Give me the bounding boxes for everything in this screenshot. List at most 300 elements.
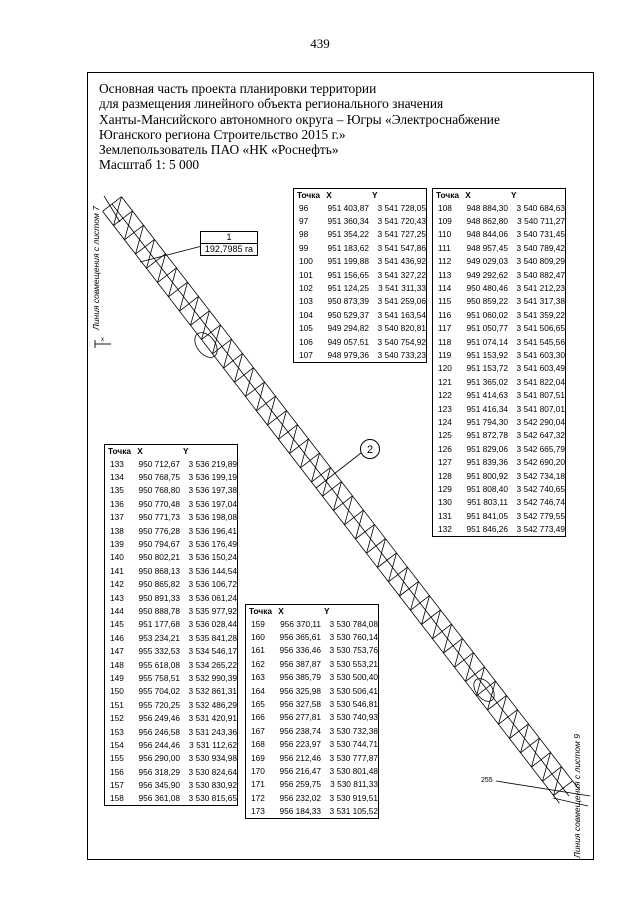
parcel-area: 192,7985 га	[204, 244, 254, 254]
y-coordinate-cell: 3 530 744,71	[329, 739, 378, 750]
table-row	[105, 778, 238, 791]
table-row	[433, 268, 566, 281]
table-row	[246, 657, 379, 670]
x-coordinate-cell: 950 768,75	[138, 472, 181, 483]
column-header: X	[137, 446, 143, 456]
x-coordinate-cell: 949 292,62	[466, 269, 509, 280]
column-header: Y	[511, 190, 517, 200]
point-number-cell: 126	[438, 443, 452, 454]
table-row	[433, 415, 566, 428]
coordinates-table	[293, 188, 427, 363]
table-row	[433, 228, 566, 241]
table-row	[433, 482, 566, 495]
right-combine-line-label: Линия совмещения с листом 9	[572, 734, 582, 858]
y-coordinate-cell: 3 536 061,24	[188, 592, 237, 603]
x-coordinate-cell: 950 859,22	[466, 296, 509, 307]
y-coordinate-cell: 3 530 919,51	[329, 792, 378, 803]
table-row	[246, 778, 379, 791]
table-row	[433, 522, 566, 536]
point-number-cell: 146	[110, 632, 124, 643]
point-number-cell: 151	[110, 699, 124, 710]
point-number-cell: 118	[438, 336, 452, 347]
point-number-cell: 142	[110, 579, 124, 590]
x-coordinate-cell: 956 184,33	[279, 806, 322, 817]
point-number-cell: 165	[251, 699, 265, 710]
x-coordinate-cell: 951 074,14	[466, 336, 509, 347]
table-row	[105, 537, 238, 550]
x-coordinate-cell: 951 354,22	[327, 229, 370, 240]
y-coordinate-cell: 3 541 822,04	[516, 376, 565, 387]
y-coordinate-cell: 3 530 830,92	[188, 780, 237, 791]
x-coordinate-cell: 950 888,78	[138, 605, 181, 616]
table-row	[433, 469, 566, 482]
point-number-cell: 156	[110, 766, 124, 777]
point-number-cell: 154	[110, 739, 124, 750]
point-number-cell: 125	[438, 430, 452, 441]
x-coordinate-cell: 955 618,08	[138, 659, 181, 670]
point-number-cell: 158	[110, 793, 124, 804]
point-number-cell: 100	[299, 256, 313, 267]
column-header: X	[326, 190, 332, 200]
table-row	[294, 335, 427, 348]
column-header: Точка	[297, 190, 320, 200]
table-row	[246, 671, 379, 684]
title-line: Юганского региона Строительство 2015 г.»	[99, 126, 346, 142]
point-number-cell: 163	[251, 672, 265, 683]
y-coordinate-cell: 3 542 779,55	[516, 510, 565, 521]
y-coordinate-cell: 3 536 197,38	[188, 485, 237, 496]
y-coordinate-cell: 3 531 420,91	[188, 713, 237, 724]
point-number-cell: 102	[299, 283, 313, 294]
table-row	[105, 671, 238, 684]
table-row	[105, 591, 238, 604]
point-number-cell: 111	[438, 242, 451, 253]
y-coordinate-cell: 3 530 811,33	[330, 779, 378, 790]
x-coordinate-cell: 951 050,77	[466, 323, 509, 334]
y-coordinate-cell: 3 541 807,01	[516, 403, 565, 414]
x-coordinate-cell: 956 387,87	[279, 658, 322, 669]
y-coordinate-cell: 3 534 265,22	[188, 659, 237, 670]
point-number-cell: 145	[110, 619, 124, 630]
coordinates-table	[432, 188, 566, 537]
x-coordinate-cell: 951 872,78	[466, 430, 509, 441]
point-number-cell: 106	[299, 336, 313, 347]
point-number-cell: 164	[251, 685, 265, 696]
table-row	[294, 228, 427, 241]
y-coordinate-cell: 3 540 820,81	[377, 323, 426, 334]
y-coordinate-cell: 3 540 731,45	[516, 229, 565, 240]
y-coordinate-cell: 3 536 106,72	[188, 579, 237, 590]
point-number-cell: 171	[251, 779, 265, 790]
table-row	[105, 711, 238, 724]
x-coordinate-cell: 949 294,82	[327, 323, 370, 334]
table-row	[294, 281, 427, 294]
y-coordinate-cell: 3 532 861,31	[188, 686, 237, 697]
y-coordinate-cell: 3 536 196,41	[188, 525, 237, 536]
x-coordinate-cell: 956 325,98	[279, 685, 322, 696]
point-number-cell: 132	[438, 524, 452, 535]
table-row	[294, 214, 427, 227]
point-number-cell: 127	[438, 457, 452, 468]
y-coordinate-cell: 3 541 212,23	[516, 283, 565, 294]
table-row	[294, 268, 427, 281]
point-number-cell: 168	[251, 739, 265, 750]
title-line: для размещения линейного объекта регионального значения	[99, 96, 444, 112]
table-row	[246, 764, 379, 777]
x-coordinate-cell: 955 720,25	[138, 699, 181, 710]
table-row	[294, 348, 427, 362]
point-number-cell: 119	[438, 349, 452, 360]
x-coordinate-cell: 951 153,72	[466, 363, 509, 374]
y-coordinate-cell: 3 530 934,98	[188, 753, 237, 764]
y-coordinate-cell: 3 541 436,92	[377, 256, 426, 267]
table-row	[294, 322, 427, 335]
y-coordinate-cell: 3 540 684,63	[516, 202, 565, 213]
x-coordinate-cell: 951 416,34	[466, 403, 509, 414]
x-coordinate-cell: 951 183,62	[327, 242, 370, 253]
table-row	[433, 362, 566, 375]
x-coordinate-cell: 956 238,74	[279, 725, 322, 736]
table-row	[433, 241, 566, 254]
x-coordinate-cell: 956 246,58	[138, 726, 181, 737]
x-coordinate-cell: 951 365,02	[466, 376, 509, 387]
column-header: X	[465, 190, 471, 200]
point-number-cell: 136	[110, 498, 124, 509]
column-header: Y	[183, 446, 189, 456]
point-number-cell: 129	[438, 483, 452, 494]
x-coordinate-cell: 950 771,73	[138, 512, 181, 523]
x-coordinate-cell: 951 803,11	[467, 497, 509, 508]
y-coordinate-cell: 3 541 545,56	[516, 336, 565, 347]
y-coordinate-cell: 3 541 506,65	[516, 323, 565, 334]
x-coordinate-cell: 951 124,25	[327, 283, 370, 294]
y-coordinate-cell: 3 530 500,40	[329, 672, 378, 683]
x-coordinate-cell: 951 153,92	[466, 349, 509, 360]
point-number-cell: 166	[251, 712, 265, 723]
north-label: х	[101, 337, 104, 343]
table-row	[294, 255, 427, 268]
x-coordinate-cell: 951 839,36	[466, 457, 509, 468]
point-number-cell: 122	[438, 390, 452, 401]
point-number-cell: 139	[110, 539, 124, 550]
table-row	[105, 604, 238, 617]
point-number-cell: 99	[299, 242, 309, 253]
table-row	[294, 201, 427, 214]
point-number-cell: 109	[438, 216, 452, 227]
x-coordinate-cell: 949 029,03	[466, 256, 509, 267]
x-coordinate-cell: 951 800,92	[466, 470, 509, 481]
y-coordinate-cell: 3 531 105,52	[329, 806, 378, 817]
y-coordinate-cell: 3 541 603,30	[516, 349, 565, 360]
x-coordinate-cell: 955 704,02	[138, 686, 181, 697]
point-number-cell: 123	[438, 403, 452, 414]
y-coordinate-cell: 3 540 882,47	[516, 269, 565, 280]
table-row	[246, 684, 379, 697]
point-number-cell: 153	[110, 726, 124, 737]
x-coordinate-cell: 951 794,30	[466, 416, 509, 427]
title-line: Основная часть проекта планировки территории	[99, 81, 377, 96]
table-row	[246, 697, 379, 710]
x-coordinate-cell: 951 841,05	[466, 510, 509, 521]
table-row	[433, 509, 566, 522]
x-coordinate-cell: 956 370,11	[280, 618, 322, 629]
y-coordinate-cell: 3 542 773,49	[516, 524, 565, 535]
y-coordinate-cell: 3 541 547,86	[377, 242, 426, 253]
y-coordinate-cell: 3 531 112,62	[189, 739, 237, 750]
x-coordinate-cell: 956 232,02	[279, 792, 322, 803]
y-coordinate-cell: 3 541 311,33	[378, 283, 426, 294]
y-coordinate-cell: 3 540 754,92	[377, 336, 426, 347]
x-coordinate-cell: 956 336,46	[279, 645, 322, 656]
left-combine-line-label: Линия совмещения с листом 7	[91, 206, 101, 330]
y-coordinate-cell: 3 536 028,44	[188, 619, 237, 630]
y-coordinate-cell: 3 536 219,89	[188, 458, 237, 469]
x-coordinate-cell: 956 216,47	[279, 765, 322, 776]
x-coordinate-cell: 951 829,06	[466, 443, 509, 454]
x-coordinate-cell: 950 802,21	[138, 552, 181, 563]
coordinates-table	[245, 604, 379, 819]
table-row	[246, 630, 379, 643]
point-number-cell: 110	[438, 229, 452, 240]
x-coordinate-cell: 948 844,06	[466, 229, 509, 240]
table-row	[433, 322, 566, 335]
table-row	[433, 255, 566, 268]
x-coordinate-cell: 956 212,46	[279, 752, 322, 763]
y-coordinate-cell: 3 530 777,87	[329, 752, 378, 763]
x-coordinate-cell: 956 290,00	[138, 753, 181, 764]
table-row	[246, 804, 379, 818]
column-header: Точка	[249, 606, 272, 616]
x-coordinate-cell: 956 223,97	[279, 739, 322, 750]
table-row	[246, 738, 379, 751]
table-row	[433, 214, 566, 227]
table-row	[105, 470, 238, 483]
point-number-cell: 148	[110, 659, 124, 670]
y-coordinate-cell: 3 531 243,36	[188, 726, 237, 737]
table-row	[105, 524, 238, 537]
x-coordinate-cell: 956 361,08	[138, 793, 181, 804]
table-row	[294, 295, 427, 308]
x-coordinate-cell: 950 770,48	[138, 498, 181, 509]
x-coordinate-cell: 950 873,39	[327, 296, 370, 307]
y-coordinate-cell: 3 535 977,92	[188, 605, 237, 616]
x-coordinate-cell: 951 156,65	[327, 269, 370, 280]
x-coordinate-cell: 951 177,68	[138, 619, 181, 630]
page-number: 439	[310, 36, 330, 51]
table-row	[246, 724, 379, 737]
point-number-cell: 172	[251, 792, 265, 803]
point-number-cell: 131	[438, 510, 452, 521]
y-coordinate-cell: 3 542 647,32	[516, 430, 565, 441]
scale-line: Масштаб 1: 5 000	[99, 157, 200, 173]
table-row	[433, 496, 566, 509]
x-coordinate-cell: 956 277,81	[279, 712, 322, 723]
land-user-line: Землепользователь ПАО «НК «Роснефть»	[99, 142, 339, 158]
table-header-row	[433, 189, 566, 202]
x-coordinate-cell: 951 199,88	[327, 256, 370, 267]
point-number-cell: 147	[110, 646, 124, 657]
point-number-cell: 97	[299, 216, 309, 227]
y-coordinate-cell: 3 530 824,64	[188, 766, 237, 777]
point-number-cell: 105	[299, 323, 313, 334]
x-coordinate-cell: 951 846,26	[466, 524, 509, 535]
parcel-area-callout	[200, 231, 258, 256]
table-row	[105, 457, 238, 470]
x-coordinate-cell: 950 794,67	[138, 539, 181, 550]
y-coordinate-cell: 3 540 809,29	[516, 256, 565, 267]
x-coordinate-cell: 949 057,51	[327, 336, 370, 347]
point-number-cell: 133	[110, 458, 124, 469]
y-coordinate-cell: 3 530 801,48	[329, 765, 378, 776]
y-coordinate-cell: 3 532 990,39	[188, 672, 237, 683]
point-number-cell: 137	[110, 512, 124, 523]
table-row	[433, 348, 566, 361]
point-number-cell: 103	[299, 296, 313, 307]
y-coordinate-cell: 3 536 199,19	[188, 472, 237, 483]
point-255-label: 255	[481, 777, 493, 784]
table-row	[433, 281, 566, 294]
x-coordinate-cell: 948 884,30	[466, 202, 509, 213]
table-row	[246, 644, 379, 657]
x-coordinate-cell: 956 318,29	[138, 766, 181, 777]
table-header-row	[246, 605, 379, 618]
x-coordinate-cell: 956 244,46	[138, 739, 181, 750]
y-coordinate-cell: 3 530 740,93	[329, 712, 378, 723]
table-row	[433, 375, 566, 388]
y-coordinate-cell: 3 536 150,24	[188, 552, 237, 563]
table-row	[105, 564, 238, 577]
point-number-cell: 167	[251, 725, 265, 736]
table-row	[105, 738, 238, 751]
x-coordinate-cell: 948 979,36	[327, 349, 370, 360]
table-row	[105, 578, 238, 591]
table-row	[105, 685, 238, 698]
x-coordinate-cell: 950 776,28	[138, 525, 181, 536]
y-coordinate-cell: 3 541 359,22	[516, 309, 565, 320]
point-number-cell: 143	[110, 592, 124, 603]
y-coordinate-cell: 3 542 665,79	[516, 443, 565, 454]
point-number-cell: 141	[110, 565, 124, 576]
table-row	[105, 484, 238, 497]
y-coordinate-cell: 3 530 553,21	[329, 658, 378, 669]
y-coordinate-cell: 3 536 198,08	[188, 512, 237, 523]
point-number-cell: 159	[251, 618, 265, 629]
y-coordinate-cell: 3 542 740,65	[516, 483, 565, 494]
marker-2-label: 2	[366, 444, 374, 456]
y-coordinate-cell: 3 542 290,04	[516, 416, 565, 427]
y-coordinate-cell: 3 530 546,81	[329, 699, 378, 710]
table-row	[105, 658, 238, 671]
y-coordinate-cell: 3 541 728,05	[377, 202, 426, 213]
x-coordinate-cell: 950 891,33	[138, 592, 181, 603]
point-number-cell: 114	[438, 283, 452, 294]
y-coordinate-cell: 3 534 546,17	[188, 646, 237, 657]
table-row	[246, 751, 379, 764]
y-coordinate-cell: 3 536 144,54	[188, 565, 237, 576]
y-coordinate-cell: 3 536 176,49	[188, 539, 237, 550]
point-number-cell: 96	[299, 202, 309, 213]
table-row	[105, 511, 238, 524]
x-coordinate-cell: 956 365,61	[279, 632, 322, 643]
point-number-cell: 138	[110, 525, 124, 536]
y-coordinate-cell: 3 530 506,41	[329, 685, 378, 696]
point-number-cell: 120	[438, 363, 452, 374]
x-coordinate-cell: 951 060,02	[466, 309, 509, 320]
x-coordinate-cell: 955 758,51	[138, 672, 181, 683]
point-number-cell: 108	[438, 202, 452, 213]
x-coordinate-cell: 950 529,37	[327, 309, 370, 320]
point-number-cell: 161	[251, 645, 265, 656]
table-row	[433, 295, 566, 308]
x-coordinate-cell: 956 259,75	[279, 779, 322, 790]
coordinates-table	[104, 444, 238, 806]
table-row	[105, 497, 238, 510]
point-number-cell: 135	[110, 485, 124, 496]
table-header-row	[105, 445, 238, 458]
y-coordinate-cell: 3 541 720,43	[377, 216, 426, 227]
y-coordinate-cell: 3 530 815,65	[188, 793, 237, 804]
table-row	[105, 618, 238, 631]
x-coordinate-cell: 956 249,46	[138, 713, 181, 724]
point-number-cell: 115	[438, 296, 452, 307]
y-coordinate-cell: 3 530 784,08	[329, 618, 378, 629]
y-coordinate-cell: 3 530 732,38	[329, 725, 378, 736]
table-row	[246, 617, 379, 630]
y-coordinate-cell: 3 542 734,18	[516, 470, 565, 481]
table-row	[246, 791, 379, 804]
x-coordinate-cell: 956 327,58	[279, 699, 322, 710]
y-coordinate-cell: 3 541 317,38	[516, 296, 565, 307]
point-number-cell: 116	[438, 309, 452, 320]
table-row	[105, 551, 238, 564]
y-coordinate-cell: 3 541 727,25	[377, 229, 426, 240]
point-number-cell: 128	[438, 470, 452, 481]
y-coordinate-cell: 3 542 746,74	[516, 497, 565, 508]
point-number-cell: 130	[438, 497, 452, 508]
point-number-cell: 140	[110, 552, 124, 563]
table-row	[105, 644, 238, 657]
table-row	[105, 752, 238, 765]
column-header: Точка	[108, 446, 131, 456]
parcel-number: 1	[201, 232, 257, 244]
table-row	[433, 388, 566, 401]
table-row	[246, 711, 379, 724]
table-row	[433, 455, 566, 468]
table-row	[105, 631, 238, 644]
table-row	[294, 241, 427, 254]
point-number-cell: 150	[110, 686, 124, 697]
point-number-cell: 155	[110, 753, 124, 764]
point-number-cell: 101	[299, 269, 313, 280]
x-coordinate-cell: 948 862,80	[466, 216, 509, 227]
x-coordinate-cell: 951 808,40	[466, 483, 509, 494]
column-header: Точка	[436, 190, 459, 200]
x-coordinate-cell: 955 332,53	[138, 646, 181, 657]
x-coordinate-cell: 956 345,90	[138, 780, 181, 791]
table-row	[105, 765, 238, 778]
y-coordinate-cell: 3 530 753,76	[329, 645, 378, 656]
point-number-cell: 98	[299, 229, 309, 240]
x-coordinate-cell: 951 403,87	[327, 202, 370, 213]
table-row	[433, 308, 566, 321]
point-number-cell: 162	[251, 658, 265, 669]
point-number-cell: 112	[438, 256, 452, 267]
table-header-row	[294, 189, 427, 202]
column-header: Y	[372, 190, 378, 200]
table-row	[433, 429, 566, 442]
y-coordinate-cell: 3 535 841,28	[188, 632, 237, 643]
x-coordinate-cell: 953 234,21	[138, 632, 181, 643]
